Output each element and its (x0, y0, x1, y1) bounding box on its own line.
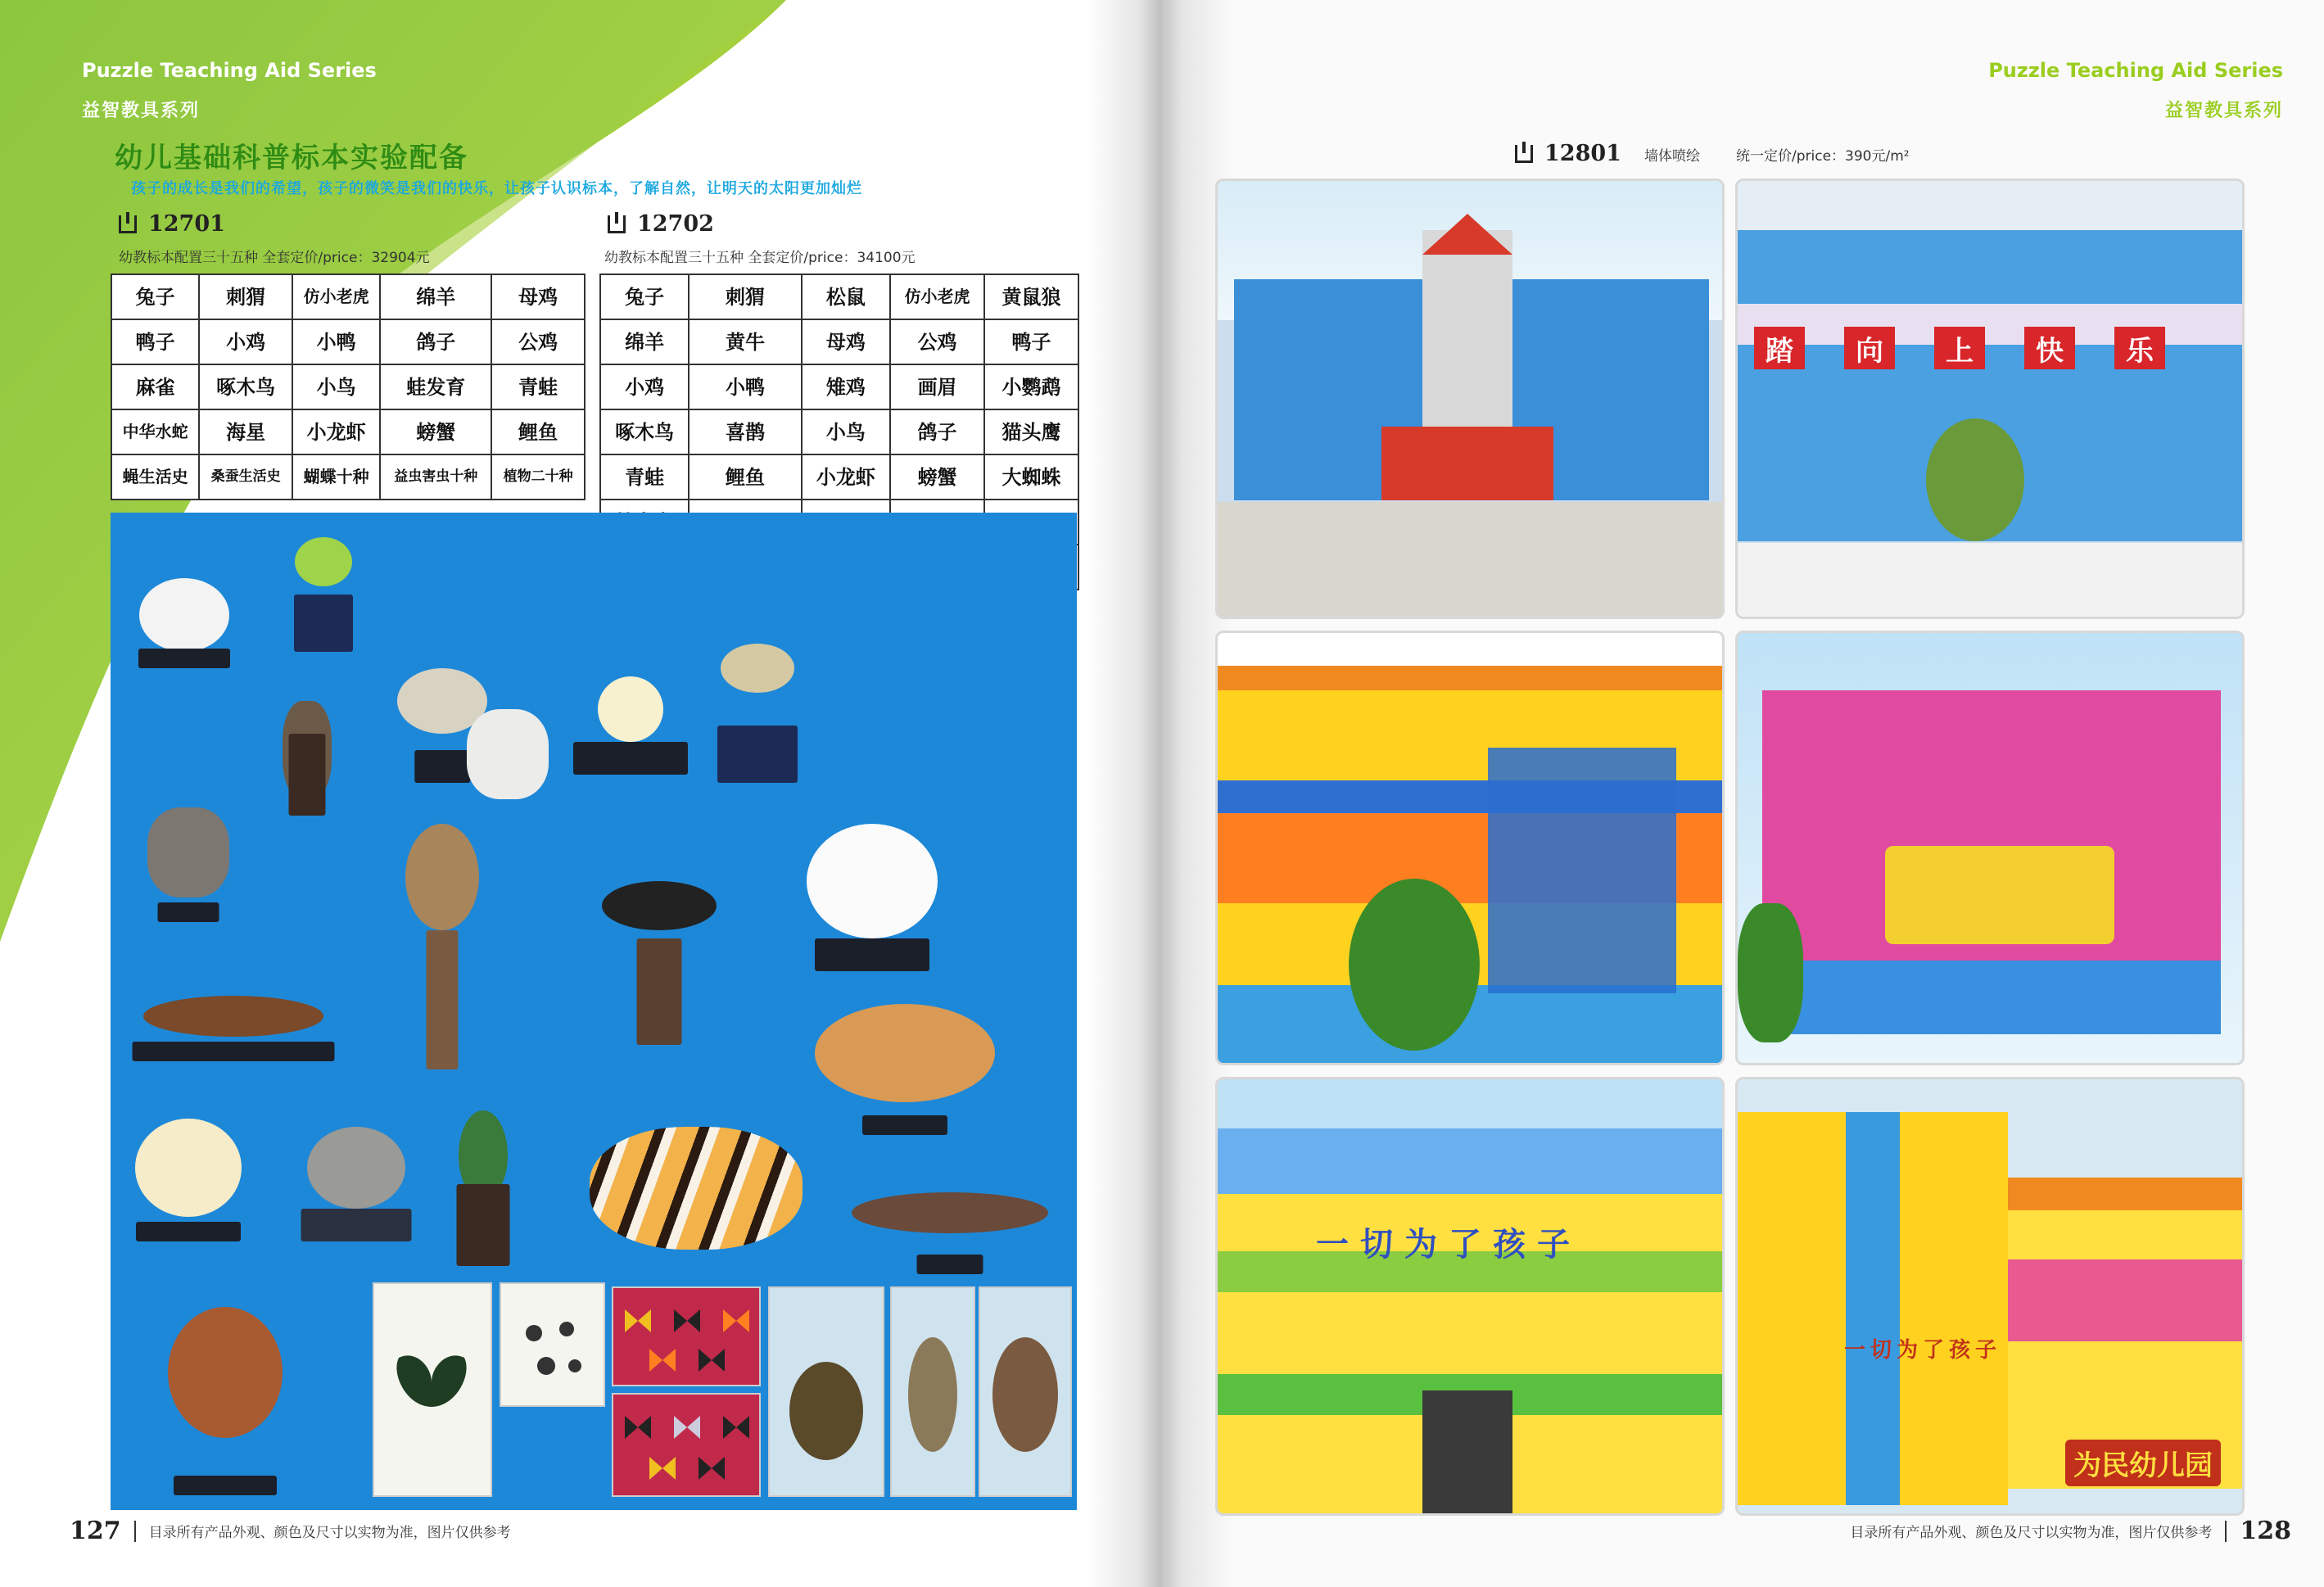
sign-char: 踏 (1754, 327, 1805, 369)
footer-separator (2225, 1521, 2227, 1542)
table-cell: 小龙虾 (802, 454, 890, 500)
table-row (111, 274, 585, 319)
specimen-pheasant (839, 1135, 1060, 1274)
product-name: 墙体喷绘 (1644, 148, 1700, 165)
sign-char: 快 (2024, 327, 2075, 369)
product-code-12801 (1515, 141, 1621, 166)
kindergarten-photo-4 (1735, 631, 2245, 1065)
specimen-card-butterflies-a (612, 1286, 761, 1386)
table-cell: 画眉 (890, 364, 984, 409)
kindergarten-photo-3 (1215, 631, 1725, 1065)
table-cell: 大蜘蛛 (984, 454, 1078, 500)
table-cell: 松鼠 (802, 274, 890, 319)
butterflies-icon (613, 1288, 759, 1385)
specimen-bird (700, 619, 815, 783)
fish-icon (892, 1288, 974, 1495)
crab-icon (980, 1288, 1070, 1495)
product-mark-icon (1515, 145, 1533, 163)
table-row (111, 409, 585, 454)
table-cell: 啄木鸟 (199, 364, 292, 409)
specimen-card-frog (768, 1286, 884, 1497)
gutter-shadow (1087, 0, 1161, 1587)
footer-disclaimer: 目录所有产品外观、颜色及尺寸以实物为准，图片仅供参考 (148, 1525, 511, 1541)
specimen-sheep (454, 685, 561, 816)
specimen-rabbit (790, 799, 954, 971)
table-cell: 猫头鹰 (984, 409, 1078, 454)
slogan: 孩子的成长是我们的希望，孩子的微笑是我们的快乐，让孩子认识标本，了解自然，让明天的太阳更加灿烂 (131, 180, 862, 197)
product-code-text: 12701 (148, 211, 225, 237)
specimen-squirrel (127, 775, 250, 922)
series-title-en: Puzzle Teaching Aid Series (1988, 59, 2283, 82)
specimen-duckling (123, 1086, 254, 1241)
table-cell: 桑蚕生活史 (199, 454, 292, 500)
table-cell: 黄牛 (689, 319, 801, 364)
specimen-magpie (569, 848, 749, 1045)
sign-char: 上 (1934, 327, 1985, 369)
product-desc-12701: 幼教标本配置三十五种 全套定价/price：32904元 (119, 250, 430, 266)
specimen-photo-board (111, 513, 1077, 1510)
table-cell: 小鸡 (600, 364, 689, 409)
table-cell: 螃蟹 (380, 409, 491, 454)
sign-char: 向 (1844, 327, 1895, 369)
table-cell: 小鸭 (292, 319, 380, 364)
table-cell: 小鸡 (199, 319, 292, 364)
kindergarten-photo-1 (1215, 179, 1725, 619)
page-number: 128 (2240, 1517, 2291, 1545)
table-row (600, 319, 1078, 364)
table-cell: 小鸟 (292, 364, 380, 409)
table-cell: 公鸡 (890, 319, 984, 364)
table-cell: 雉鸡 (802, 364, 890, 409)
table-cell: 麻雀 (111, 364, 199, 409)
right-page (1161, 0, 2324, 1587)
kindergarten-photo-6 (1735, 1077, 2245, 1516)
specimen-parakeet (274, 529, 373, 652)
footer-separator (134, 1521, 136, 1542)
table-cell: 仿小老虎 (890, 274, 984, 319)
table-cell: 刺猬 (689, 274, 801, 319)
specimen-hen (798, 971, 1011, 1135)
table-cell: 母鸡 (491, 274, 585, 319)
table-cell: 兔子 (600, 274, 689, 319)
table-cell: 兔子 (111, 274, 199, 319)
product-code-text: 12801 (1544, 141, 1621, 166)
specimen-thrush (389, 807, 495, 1069)
butterflies-icon (613, 1395, 759, 1495)
table-cell: 刺猬 (199, 274, 292, 319)
table-cell: 黄鼠狼 (984, 274, 1078, 319)
product-mark-icon (119, 215, 137, 233)
specimen-dove (127, 537, 242, 668)
series-title-cn: 益智教具系列 (82, 101, 201, 121)
kindergarten-photo-5 (1215, 1077, 1725, 1516)
specimen-owl (270, 635, 344, 816)
specimen-weasel (127, 938, 340, 1061)
page-number: 127 (70, 1517, 121, 1545)
table-cell: 小鸭 (689, 364, 801, 409)
banner-text: 一切为了孩子 (1316, 1226, 1581, 1264)
table-cell: 公鸡 (491, 319, 585, 364)
sign-char: 乐 (2114, 327, 2165, 369)
series-title-cn: 益智教具系列 (2164, 101, 2283, 121)
table-row (600, 409, 1078, 454)
product-code-12702 (608, 211, 714, 237)
table-cell: 海星 (199, 409, 292, 454)
table-cell: 鸭子 (111, 319, 199, 364)
ginkgo-leaf-icon (374, 1284, 491, 1495)
table-cell: 螃蟹 (890, 454, 984, 500)
page-title: 幼儿基础科普标本实验配备 (115, 142, 468, 174)
footer-right (1850, 1517, 2291, 1545)
product-code-text: 12702 (637, 211, 714, 237)
table-cell: 小龙虾 (292, 409, 380, 454)
table-cell: 喜鹊 (689, 409, 801, 454)
table-row (111, 364, 585, 409)
product-mark-icon (608, 215, 626, 233)
table-cell: 鲤鱼 (689, 454, 801, 500)
table-cell: 蛙发育 (380, 364, 491, 409)
table-cell: 中华水蛇 (111, 409, 199, 454)
specimen-card-butterflies-b (612, 1393, 761, 1497)
table-cell: 小鸟 (802, 409, 890, 454)
table-cell: 鸭子 (984, 319, 1078, 364)
table-row (600, 274, 1078, 319)
insect-samples-icon (501, 1284, 604, 1405)
table-cell: 仿小老虎 (292, 274, 380, 319)
footer-left (70, 1517, 511, 1545)
left-page (0, 0, 1161, 1587)
table-cell: 鲤鱼 (491, 409, 585, 454)
table-cell: 青蛙 (600, 454, 689, 500)
kindergarten-name-sign: 为民幼儿园 (2065, 1440, 2221, 1486)
specimen-woodpecker (430, 1086, 536, 1266)
footer-disclaimer: 目录所有产品外观、颜色及尺寸以实物为准，图片仅供参考 (1850, 1525, 2213, 1541)
specimen-chick (573, 644, 688, 775)
specimen-tiger (581, 1110, 811, 1266)
table-row (600, 364, 1078, 409)
table-cell: 青蛙 (491, 364, 585, 409)
table-row (111, 454, 585, 500)
spec-table-12701 (111, 274, 586, 500)
table-cell: 蝇生活史 (111, 454, 199, 500)
product-price: 统一定价/price：390元/m² (1736, 148, 1910, 165)
specimen-rooster (151, 1258, 299, 1495)
table-cell: 鸽子 (380, 319, 491, 364)
specimen-card-crab (979, 1286, 1072, 1497)
table-cell: 啄木鸟 (600, 409, 689, 454)
specimen-card-ginkgo-leaf (373, 1282, 492, 1497)
frog-icon (770, 1288, 883, 1495)
table-cell: 绵羊 (380, 274, 491, 319)
table-row (111, 319, 585, 364)
banner-text: 一切为了孩子 (1844, 1338, 2002, 1363)
specimen-card-fish (890, 1286, 975, 1497)
table-cell: 植物二十种 (491, 454, 585, 500)
table-cell: 鸽子 (890, 409, 984, 454)
product-code-12701 (119, 211, 225, 237)
table-cell: 母鸡 (802, 319, 890, 364)
specimen-hedgehog (295, 1102, 418, 1241)
kindergarten-photo-2 (1735, 179, 2245, 619)
table-cell: 小鹦鹉 (984, 364, 1078, 409)
product-desc-12702: 幼教标本配置三十五种 全套定价/price：34100元 (604, 250, 916, 266)
table-cell: 绵羊 (600, 319, 689, 364)
table-cell: 益虫害虫十种 (380, 454, 491, 500)
specimen-card-insects (500, 1282, 605, 1407)
table-cell: 蝴蝶十种 (292, 454, 380, 500)
table-row (600, 454, 1078, 500)
series-title-en: Puzzle Teaching Aid Series (82, 59, 377, 82)
